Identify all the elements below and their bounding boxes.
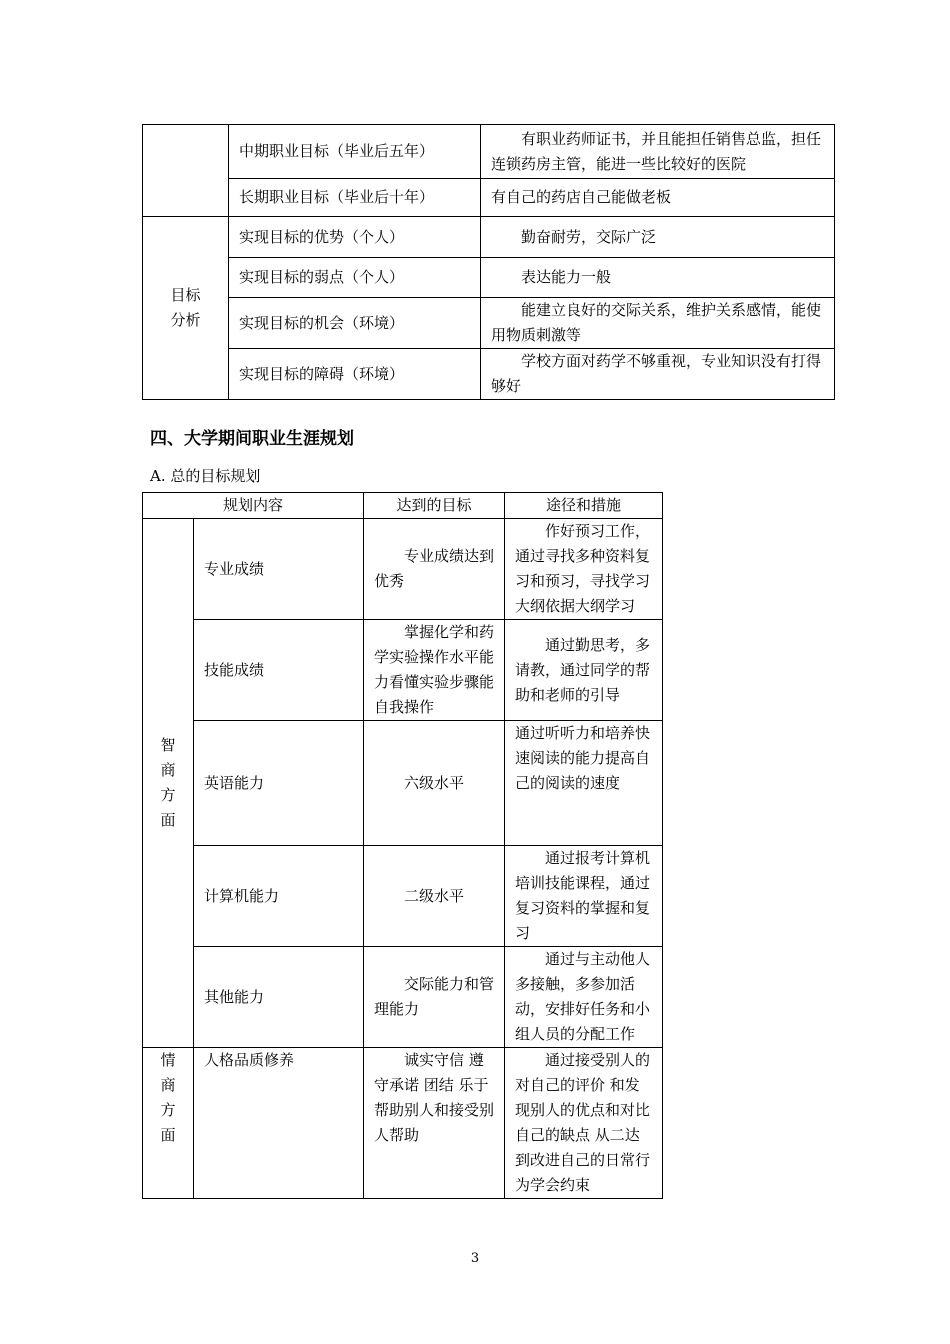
empty-group-cell (143, 125, 229, 217)
table-cell: 通过与主动他人多接触，多参加活动，安排好任务和小组人员的分配工作 (505, 947, 663, 1048)
table-cell: 技能成绩 (194, 620, 364, 721)
goal-plan-table (142, 492, 663, 1199)
table-cell: 能建立良好的交际关系，维护关系感情，能使用物质刺激等 (481, 298, 835, 349)
table-cell: 有职业药师证书，并且能担任销售总监，担任连锁药房主管，能进一些比较好的医院 (481, 125, 835, 179)
table-cell: 学校方面对药学不够重视，专业知识没有打得够好 (481, 349, 835, 400)
table-cell: 其他能力 (194, 947, 364, 1048)
table-cell: 有自己的药店自己能做老板 (481, 179, 835, 217)
page-number: 3 (470, 1251, 480, 1266)
eq-group-label: 情 商 方 面 (143, 1048, 194, 1199)
table-cell: 诚实守信 遵守承诺 团结 乐于帮助别人和接受别人帮助 (364, 1048, 505, 1199)
table-cell: 实现目标的机会（环境） (229, 298, 481, 349)
table-cell: 长期职业目标（毕业后十年） (229, 179, 481, 217)
table-cell: 通过勤思考，多请教，通过同学的帮助和老师的引导 (505, 620, 663, 721)
table-cell: 专业成绩 (194, 519, 364, 620)
table-cell: 专业成绩达到优秀 (364, 519, 505, 620)
table-cell: 通过接受别人的对自己的评价 和发现别人的优点和对比 自己的缺点 从二达到改进自己的日常行为学会约束 (505, 1048, 663, 1199)
table-cell: 通过听听力和培养快速阅读的能力提高自己的阅读的速度 (505, 721, 663, 846)
table-cell: 中期职业目标（毕业后五年） (229, 125, 481, 179)
header-target: 达到的目标 (364, 493, 505, 519)
section-subtitle: A. 总的目标规划 (150, 467, 261, 485)
table-cell: 二级水平 (364, 846, 505, 947)
table-cell: 实现目标的优势（个人） (229, 217, 481, 258)
table-cell: 掌握化学和药学实验操作水平能力看懂实验步骤能自我操作 (364, 620, 505, 721)
table-cell: 计算机能力 (194, 846, 364, 947)
table-cell: 实现目标的障碍（环境） (229, 349, 481, 400)
table-cell: 表达能力一般 (481, 258, 835, 298)
table-cell: 人格品质修养 (194, 1048, 364, 1199)
goal-analysis-label: 目标 分析 (143, 217, 229, 400)
goal-analysis-table (142, 124, 835, 400)
table-cell: 作好预习工作，通过寻找多种资料复习和预习，寻找学习大纲依据大纲学习 (505, 519, 663, 620)
table-cell: 英语能力 (194, 721, 364, 846)
table-cell: 勤奋耐劳，交际广泛 (481, 217, 835, 258)
section-title: 四、大学期间职业生涯规划 (150, 429, 354, 449)
table-cell: 通过报考计算机培训技能课程，通过复习资料的掌握和复习 (505, 846, 663, 947)
table-cell: 实现目标的弱点（个人） (229, 258, 481, 298)
table-cell: 六级水平 (364, 721, 505, 846)
iq-group-label: 智 商 方 面 (143, 519, 194, 1048)
header-method: 途径和措施 (505, 493, 663, 519)
header-plan-content: 规划内容 (143, 493, 364, 519)
table-cell: 交际能力和管理能力 (364, 947, 505, 1048)
